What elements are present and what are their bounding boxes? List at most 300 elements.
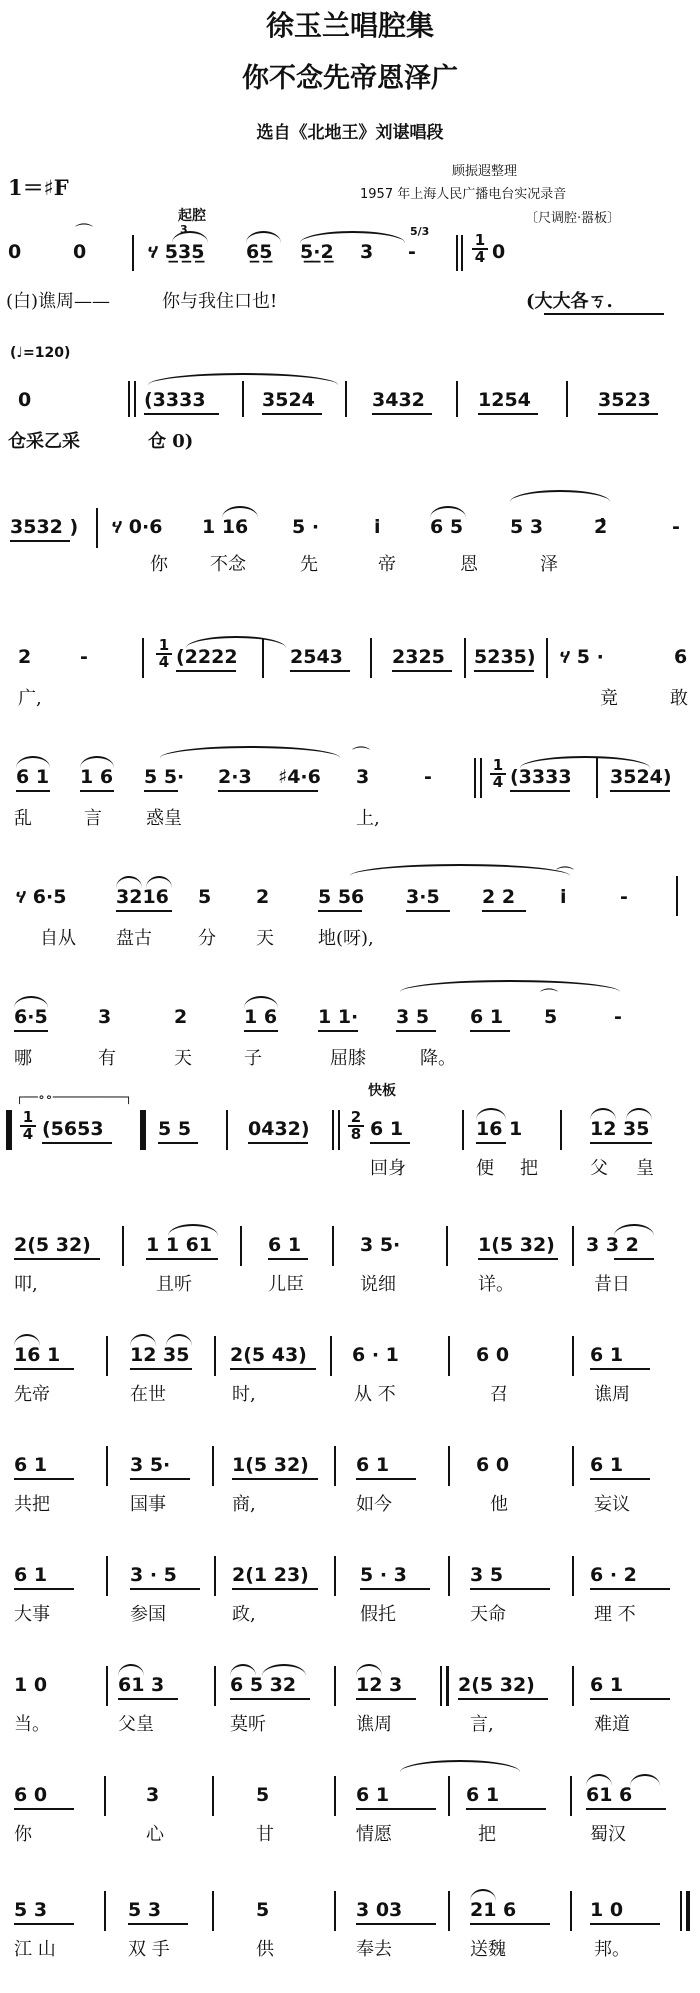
note: 2(5 43) bbox=[230, 1344, 307, 1366]
lyric: 情愿 bbox=[356, 1824, 392, 1845]
lyric: 把 bbox=[520, 1158, 538, 1179]
note: 2 bbox=[256, 886, 270, 908]
lyric: 你 bbox=[150, 554, 168, 575]
note: 3·5 bbox=[406, 886, 440, 908]
slur bbox=[14, 1334, 40, 1346]
slur bbox=[118, 1664, 144, 1676]
note: 6·5 bbox=[14, 1006, 48, 1028]
barline bbox=[448, 1446, 450, 1486]
note: 6 5 32 bbox=[230, 1674, 297, 1696]
note: 1 1· bbox=[318, 1006, 359, 1028]
lyric: 谯周 bbox=[356, 1714, 392, 1735]
lyric: 在世 bbox=[130, 1384, 166, 1405]
note: - bbox=[424, 766, 432, 788]
lyric: 商, bbox=[232, 1494, 256, 1515]
underline bbox=[466, 1808, 546, 1810]
lyric: 泽 bbox=[540, 554, 558, 575]
barline bbox=[332, 1110, 334, 1150]
lyric: 且听 bbox=[156, 1274, 192, 1295]
note: ሃ 6·5 bbox=[16, 886, 67, 908]
underline bbox=[590, 1923, 660, 1925]
lyric: 天命 bbox=[470, 1604, 506, 1625]
lyric: 天 bbox=[256, 928, 274, 949]
slur bbox=[262, 1664, 306, 1676]
barline bbox=[142, 638, 144, 678]
slur bbox=[244, 996, 278, 1008]
note: 5235) bbox=[474, 646, 536, 668]
note: 21 6 bbox=[470, 1899, 517, 1921]
underline bbox=[42, 1142, 112, 1144]
barline bbox=[122, 1226, 124, 1266]
slur bbox=[16, 756, 50, 768]
note: 6 5 bbox=[430, 516, 464, 538]
lyric: 莫听 bbox=[230, 1714, 266, 1735]
final-barline bbox=[686, 1891, 690, 1931]
lyric: 妄议 bbox=[594, 1494, 630, 1515]
lyric: 蜀汉 bbox=[590, 1824, 626, 1845]
barline bbox=[572, 1336, 574, 1376]
underline bbox=[128, 1923, 188, 1925]
slur bbox=[168, 1224, 218, 1236]
note: (5653 bbox=[42, 1118, 104, 1140]
lyric: 盘古 bbox=[116, 928, 152, 949]
note: 5 bbox=[198, 886, 212, 908]
note: 3 · 5 bbox=[130, 1564, 177, 1586]
lyric: 父皇 bbox=[118, 1714, 154, 1735]
lyric: 邦。 bbox=[594, 1939, 630, 1960]
source-line: 选自《北地王》刘谌唱段 bbox=[256, 123, 444, 143]
note: 6 1 bbox=[590, 1674, 624, 1696]
note: 12 35 bbox=[590, 1118, 650, 1140]
slur bbox=[430, 506, 466, 518]
slur bbox=[614, 1224, 654, 1236]
barline bbox=[212, 1776, 214, 1816]
note: - bbox=[620, 886, 628, 908]
barline bbox=[345, 381, 347, 417]
barline bbox=[242, 381, 244, 417]
song-title: 你不念先帝恩泽广 bbox=[242, 63, 458, 94]
slur bbox=[172, 231, 208, 243]
note: - bbox=[614, 1006, 622, 1028]
lyric: 天 bbox=[174, 1048, 192, 1069]
barline bbox=[570, 1776, 572, 1816]
underline bbox=[614, 1258, 654, 1260]
note: 6 1 bbox=[16, 766, 50, 788]
repeat-bracket: ┌──∘∘──────────┐ bbox=[16, 1090, 133, 1104]
barline bbox=[448, 1776, 450, 1816]
lyric: 甘 bbox=[256, 1824, 274, 1845]
barline bbox=[132, 235, 134, 271]
barline bbox=[214, 1556, 216, 1596]
underline bbox=[144, 413, 219, 415]
mode-label: 〔尺调腔·嚣板〕 bbox=[525, 211, 621, 226]
underline bbox=[470, 1588, 550, 1590]
underline bbox=[262, 413, 322, 415]
note: 2(1 23) bbox=[232, 1564, 309, 1586]
lyric: 假托 bbox=[360, 1604, 396, 1625]
barline bbox=[572, 1556, 574, 1596]
note: 0432) bbox=[248, 1118, 310, 1140]
note: 3 3 2 bbox=[586, 1234, 639, 1256]
underline bbox=[544, 313, 664, 315]
note: 16 1 bbox=[476, 1118, 523, 1140]
note: 5 3 bbox=[128, 1899, 162, 1921]
barline bbox=[332, 1226, 334, 1266]
barline bbox=[448, 1556, 450, 1596]
lyric: 供 bbox=[256, 1939, 274, 1960]
underline bbox=[14, 1478, 74, 1480]
time-signature: $\frac{1}{4}$ bbox=[472, 233, 488, 265]
underline bbox=[116, 910, 172, 912]
lyric-percussion: 仓采乙采 bbox=[8, 431, 80, 452]
slur bbox=[350, 864, 570, 876]
underline bbox=[14, 1588, 74, 1590]
repeat-barline bbox=[140, 1110, 146, 1150]
lyric: 当。 bbox=[14, 1714, 50, 1735]
note: 6 1 bbox=[590, 1344, 624, 1366]
lyric: 江 山 bbox=[14, 1939, 56, 1960]
note: 3 bbox=[98, 1006, 112, 1028]
underline bbox=[10, 540, 70, 542]
barline bbox=[572, 1446, 574, 1486]
underline bbox=[144, 790, 178, 792]
arranger-credit: 顾振遐整理 bbox=[452, 164, 518, 179]
note: 1(5 32) bbox=[478, 1234, 555, 1256]
lyric: 便 bbox=[476, 1158, 494, 1179]
underline bbox=[458, 1698, 548, 1700]
note: 3432 bbox=[372, 389, 425, 411]
note: 5 bbox=[256, 1784, 270, 1806]
underline bbox=[230, 1368, 316, 1370]
underline bbox=[590, 1478, 650, 1480]
barline bbox=[104, 1776, 106, 1816]
note: 6 1 bbox=[590, 1454, 624, 1476]
repeat-barline bbox=[6, 1110, 12, 1150]
note: 6 1 bbox=[14, 1564, 48, 1586]
slur bbox=[356, 1664, 382, 1676]
slur bbox=[186, 636, 286, 648]
note: 3 5· bbox=[130, 1454, 171, 1476]
barline bbox=[226, 1110, 228, 1150]
note: 6 1 bbox=[356, 1454, 390, 1476]
underline bbox=[244, 1030, 278, 1032]
note: - bbox=[408, 241, 416, 263]
underline bbox=[14, 1030, 48, 1032]
barline bbox=[456, 235, 458, 271]
underline bbox=[586, 1808, 666, 1810]
barline bbox=[370, 638, 372, 678]
note: 6 1 bbox=[14, 1454, 48, 1476]
underline bbox=[470, 1030, 510, 1032]
lyric: 言 bbox=[84, 808, 102, 829]
underline bbox=[356, 1923, 436, 1925]
time-signature: $\frac{2}{8}$ bbox=[348, 1110, 364, 1142]
slur bbox=[590, 1108, 616, 1120]
barline bbox=[680, 1891, 682, 1931]
barline bbox=[462, 1110, 464, 1150]
barline bbox=[456, 381, 458, 417]
underline bbox=[598, 413, 658, 415]
collection-title: 徐玉兰唱腔集 bbox=[265, 9, 434, 42]
barline bbox=[338, 1110, 340, 1150]
lyric-line: 你与我住口也! bbox=[162, 291, 278, 312]
barline bbox=[676, 876, 678, 916]
note: 5 · bbox=[292, 516, 320, 538]
lyric: 政, bbox=[232, 1604, 256, 1625]
fermata-icon: ⌒ bbox=[352, 746, 370, 767]
barline bbox=[334, 1776, 336, 1816]
lyric: 奉去 bbox=[356, 1939, 392, 1960]
slur bbox=[400, 1760, 520, 1772]
section-label-qiqiang: 起腔 bbox=[178, 208, 206, 224]
lyric: 把 bbox=[478, 1824, 496, 1845]
note: 5 3 bbox=[510, 516, 544, 538]
note: 0 bbox=[18, 389, 32, 411]
note: 2543 bbox=[290, 646, 343, 668]
barline bbox=[448, 1891, 450, 1931]
lyric-spoken: (白)谯周—— bbox=[6, 291, 111, 312]
note: - bbox=[80, 646, 88, 668]
lyric: 先帝 bbox=[14, 1384, 50, 1405]
note: 6 0 bbox=[476, 1454, 510, 1476]
note: 6 · 1 bbox=[352, 1344, 399, 1366]
slur bbox=[130, 1334, 156, 1346]
lyric: 先 bbox=[300, 554, 318, 575]
note: 6 1 bbox=[470, 1006, 504, 1028]
note: 5 bbox=[256, 1899, 270, 1921]
underline bbox=[396, 1030, 436, 1032]
underline bbox=[232, 1588, 318, 1590]
lyric: 降。 bbox=[420, 1048, 456, 1069]
note: 5 5 bbox=[158, 1118, 192, 1140]
barline bbox=[461, 235, 463, 271]
barline bbox=[572, 1226, 574, 1266]
note: 1 1 61 bbox=[146, 1234, 213, 1256]
lyric: 国事 bbox=[130, 1494, 166, 1515]
note: 3532 ) bbox=[10, 516, 79, 538]
note: 3 03 bbox=[356, 1899, 403, 1921]
barline bbox=[106, 1336, 108, 1376]
lyric: 召 bbox=[490, 1384, 508, 1405]
note: 2̂ bbox=[594, 516, 608, 538]
lyric: 不念 bbox=[210, 554, 246, 575]
underline bbox=[130, 1478, 190, 1480]
lyric: 时, bbox=[232, 1384, 256, 1405]
lyric: 送魏 bbox=[470, 1939, 506, 1960]
barline bbox=[334, 1891, 336, 1931]
underline bbox=[356, 1478, 416, 1480]
note: i bbox=[560, 886, 567, 908]
underline bbox=[318, 910, 362, 912]
triplet-mark: 3 bbox=[180, 223, 188, 236]
lyric: 地(呀), bbox=[318, 928, 374, 949]
underline bbox=[14, 1808, 74, 1810]
slur bbox=[160, 746, 340, 758]
lyric: 他 bbox=[490, 1494, 508, 1515]
underline bbox=[590, 1142, 652, 1144]
note: 1(5 32) bbox=[232, 1454, 309, 1476]
barline bbox=[128, 381, 130, 417]
underline bbox=[370, 1142, 410, 1144]
tempo-marking: (♩=120) bbox=[10, 345, 71, 361]
note: 2·3 bbox=[218, 766, 252, 788]
slur bbox=[626, 1108, 652, 1120]
barline bbox=[214, 1336, 216, 1376]
underline bbox=[16, 790, 50, 792]
lyric: 详。 bbox=[478, 1274, 514, 1295]
lyric: 乱 bbox=[14, 808, 32, 829]
underline bbox=[268, 1258, 308, 1260]
underline bbox=[14, 1923, 74, 1925]
slur bbox=[246, 231, 281, 243]
underline bbox=[118, 1698, 178, 1700]
time-signature: $\frac{1}{4}$ bbox=[20, 1110, 36, 1142]
note: 5̲·̲2̲ bbox=[300, 241, 334, 263]
underline bbox=[590, 1588, 670, 1590]
note: 6 1 bbox=[268, 1234, 302, 1256]
underline bbox=[130, 1588, 200, 1590]
lyric: 双 手 bbox=[128, 1939, 170, 1960]
lyric: 大事 bbox=[14, 1604, 50, 1625]
note: 1 0 bbox=[14, 1674, 48, 1696]
lyric: 竟 bbox=[600, 688, 618, 709]
barline bbox=[572, 1666, 574, 1706]
underline bbox=[590, 1698, 670, 1700]
barline bbox=[214, 1666, 216, 1706]
tempo-label-kuaiban: 快板 bbox=[368, 1083, 396, 1099]
barline bbox=[334, 1446, 336, 1486]
underline bbox=[392, 670, 452, 672]
note: 3 5 bbox=[470, 1564, 504, 1586]
slur bbox=[222, 506, 258, 518]
note: 2(5 32) bbox=[14, 1234, 91, 1256]
note: 5 3 bbox=[14, 1899, 48, 1921]
note: 2325 bbox=[392, 646, 445, 668]
slur bbox=[166, 1334, 192, 1346]
slur bbox=[510, 490, 610, 502]
lyric: 广, bbox=[18, 688, 42, 709]
barline bbox=[330, 1336, 332, 1376]
barline bbox=[596, 758, 598, 798]
lyric: 参国 bbox=[130, 1604, 166, 1625]
barline bbox=[440, 1666, 442, 1706]
lyric: 父 bbox=[590, 1158, 608, 1179]
note: ሃ 0·6 bbox=[112, 516, 163, 538]
slur bbox=[400, 980, 620, 992]
barline bbox=[106, 1666, 108, 1706]
barline bbox=[446, 1226, 448, 1266]
note: 6 1 bbox=[370, 1118, 404, 1140]
lyric-percussion: 仓 0) bbox=[148, 431, 194, 452]
barline bbox=[240, 1226, 242, 1266]
note: 3 bbox=[360, 241, 374, 263]
note: (3333 bbox=[510, 766, 572, 788]
key-signature: 1＝♯F bbox=[8, 175, 69, 200]
underline bbox=[158, 1142, 198, 1144]
note: 2 bbox=[174, 1006, 188, 1028]
lyric: 屈膝 bbox=[330, 1048, 366, 1069]
note: i bbox=[374, 516, 381, 538]
note: 0 bbox=[8, 241, 22, 263]
barline bbox=[446, 1666, 449, 1706]
lyric: 从 不 bbox=[354, 1384, 396, 1405]
note: 6 bbox=[674, 646, 688, 668]
note: ሃ 5 · bbox=[560, 646, 604, 668]
lyric: 有 bbox=[98, 1048, 116, 1069]
note: 3 bbox=[146, 1784, 160, 1806]
underline bbox=[590, 1368, 650, 1370]
underline bbox=[372, 413, 432, 415]
underline bbox=[356, 1698, 416, 1700]
note: (3333 bbox=[144, 389, 206, 411]
lyric: 惑皇 bbox=[146, 808, 182, 829]
underline bbox=[406, 910, 450, 912]
note: 3 5 bbox=[396, 1006, 430, 1028]
slur bbox=[630, 1774, 660, 1786]
note: 6 · 2 bbox=[590, 1564, 637, 1586]
lyric: 皇 bbox=[636, 1158, 654, 1179]
note: 12 35 bbox=[130, 1344, 190, 1366]
underline bbox=[218, 790, 318, 792]
slur bbox=[116, 876, 142, 888]
barline bbox=[560, 1110, 562, 1150]
note: 6 0 bbox=[476, 1344, 510, 1366]
underline bbox=[248, 1142, 308, 1144]
note: 5 · 3 bbox=[360, 1564, 407, 1586]
barline bbox=[334, 1666, 336, 1706]
lyric: 共把 bbox=[14, 1494, 50, 1515]
note: 1 6 bbox=[244, 1006, 278, 1028]
note: 3523 bbox=[598, 389, 651, 411]
underline bbox=[14, 1258, 100, 1260]
barline bbox=[104, 1891, 106, 1931]
note: 5 bbox=[544, 1006, 558, 1028]
note: 5 5· bbox=[144, 766, 185, 788]
lyric: 恩 bbox=[460, 554, 478, 575]
lyric: 帝 bbox=[378, 554, 396, 575]
barline bbox=[212, 1891, 214, 1931]
lyric: 子 bbox=[244, 1048, 262, 1069]
lyric: 敢 bbox=[670, 688, 688, 709]
underline bbox=[482, 910, 526, 912]
note: 1 0 bbox=[590, 1899, 624, 1921]
lyric: 心 bbox=[146, 1824, 164, 1845]
note: 2 bbox=[18, 646, 32, 668]
barline bbox=[212, 1446, 214, 1486]
recording-credit: 1957 年上海人民广播电台实况录音 bbox=[360, 187, 567, 202]
note: 1 6 bbox=[80, 766, 114, 788]
grace-note-mark: 5/3 bbox=[410, 225, 430, 238]
time-signature: $\frac{1}{4}$ bbox=[490, 758, 506, 790]
barline bbox=[474, 758, 476, 798]
note: 61 6 bbox=[586, 1784, 633, 1806]
lyric-percussion: (大大各ㄎ. bbox=[526, 291, 613, 312]
note: 0 bbox=[73, 241, 87, 263]
note: 6 0 bbox=[14, 1784, 48, 1806]
note: 5 56 bbox=[318, 886, 365, 908]
lyric: 如今 bbox=[356, 1494, 392, 1515]
note: 3524 bbox=[262, 389, 315, 411]
underline bbox=[290, 670, 350, 672]
note: 1254 bbox=[478, 389, 531, 411]
slur bbox=[476, 1108, 506, 1120]
fermata-icon: ⌒ bbox=[556, 866, 574, 887]
lyric: 回身 bbox=[370, 1158, 406, 1179]
slur bbox=[470, 1889, 496, 1901]
underline bbox=[230, 1698, 310, 1700]
underline bbox=[470, 1923, 550, 1925]
underline bbox=[510, 790, 570, 792]
